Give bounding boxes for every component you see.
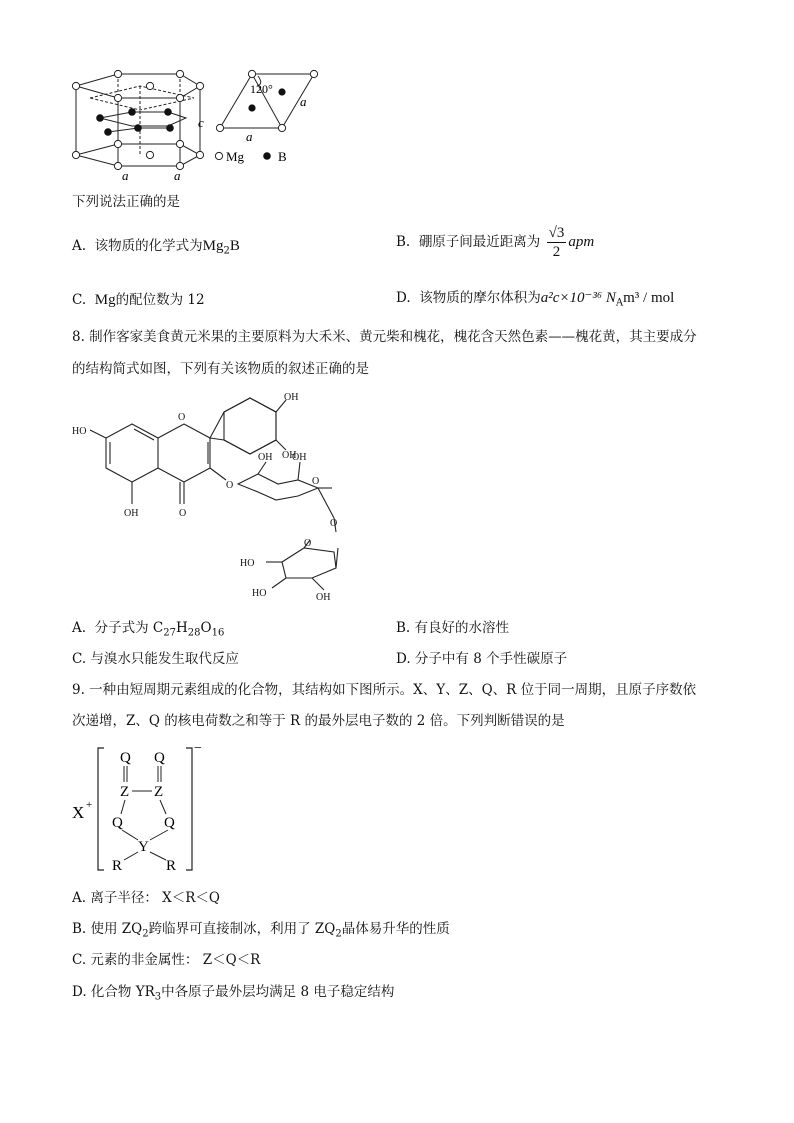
q9-option-a: A. 离子半径： X＜R＜Q (72, 890, 220, 906)
oh-label: OH (284, 392, 299, 403)
anion-charge: − (194, 741, 202, 756)
ionic-structure-diagram (72, 742, 222, 878)
q9-stem-line2: 次递增，Z、Q 的核电荷数之和等于 R 的最外层电子数的 2 倍。下列判断错误的是 (72, 713, 565, 729)
q9-option-c: C. 元素的非金属性： Z＜Q＜R (72, 952, 261, 968)
q8-option-c: C. 与溴水只能发生取代反应 (72, 651, 239, 667)
label-angle: 120° (250, 82, 273, 96)
ho-label: HO (72, 426, 87, 437)
atom-q: Q (154, 750, 165, 766)
atom-q: Q (112, 815, 123, 831)
atom-r: R (166, 858, 177, 874)
legend-mg-label: Mg (226, 149, 245, 164)
q7-prompt: 下列说法正确的是 (72, 194, 180, 210)
q8-stem-line2: 的结构简式如图，下列有关该物质的叙述正确的是 (72, 361, 369, 377)
cation-x: X (72, 803, 85, 822)
label-c: c (198, 115, 204, 130)
atom-z: Z (120, 784, 130, 800)
q7-option-a: A. 该物质的化学式为$Mg_2B$ (72, 238, 240, 257)
molecular-structure (72, 392, 372, 604)
crystal-cell-diagram (60, 62, 320, 182)
o-label: O (312, 476, 320, 487)
oh-label: OH (316, 592, 331, 603)
atom-z: Z (154, 784, 164, 800)
o-label: O (330, 518, 338, 529)
label-a-1: a (122, 168, 129, 183)
q8-stem-line1: 8. 制作客家美食黄元米果的主要原料为大禾米、黄元柴和槐花，槐花含天然色素——槐花黄，其主要成分 (72, 329, 697, 345)
atom-q: Q (164, 815, 175, 831)
q8-option-d: D. 分子中有 8 个手性碳原子 (396, 651, 568, 667)
q8-option-b: B. 有良好的水溶性 (396, 620, 510, 636)
ho-label: HO (240, 558, 255, 569)
legend-b-label: B (278, 149, 287, 164)
q7-option-b: B. 硼原子间最近距离为 $\frac{√3}{2}$ apm (396, 225, 595, 260)
legend-b-icon (263, 152, 271, 160)
q9-stem-line1: 9. 一种由短周期元素组成的化合物，其结构如下图所示。X、Y、Z、Q、R 位于同一周期，且原子序数依 (72, 682, 697, 698)
q9-option-b: B. 使用 $ZQ_2$跨临界可直接制冰，利用了 $ZQ_2$晶体易升华的性质 (72, 921, 450, 940)
q8-option-a: A. 分子式为 $C_{27}H_{28}O_{16}$ (72, 620, 225, 639)
oh-label: OH (282, 450, 297, 461)
oh-label: OH (292, 452, 307, 463)
q7-option-c: C. Mg的配位数为 12 (72, 292, 205, 308)
oh-label: OH (124, 508, 139, 519)
label-a-2: a (174, 168, 181, 183)
o-label: O (179, 508, 187, 519)
o-label: O (304, 538, 312, 549)
cation-charge: + (86, 799, 93, 811)
label-cell-a-bottom: a (246, 129, 253, 144)
oh-label: OH (258, 452, 273, 463)
q7-option-d: D. 该物质的摩尔体积为a²c×10⁻³⁶ $N_Am^3$ / mol (396, 290, 675, 309)
atom-r: R (112, 858, 123, 874)
atom-y: Y (138, 839, 149, 855)
o-label: O (226, 480, 234, 491)
atom-q: Q (120, 750, 131, 766)
o-label: O (178, 412, 186, 423)
fraction: $\frac{√3}{2}$ (548, 225, 565, 260)
ho-label: HO (252, 588, 267, 599)
label-cell-a-side: a (300, 94, 307, 109)
q9-option-d: D. 化合物 $YR_3$中各原子最外层均满足 8 电子稳定结构 (72, 984, 395, 1003)
legend-mg-icon (215, 152, 222, 159)
